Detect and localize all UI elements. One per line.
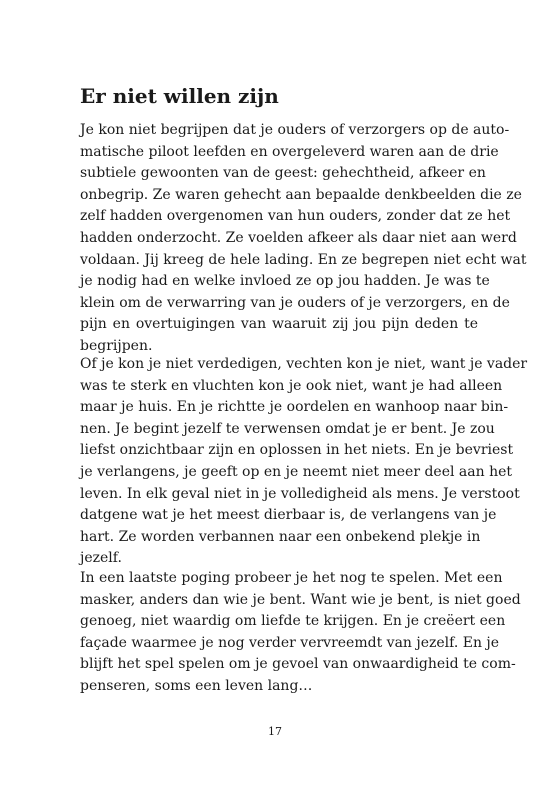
text-line: maar je huis. En je richtte je oordelen en wanhoop naar bin- [80, 399, 509, 416]
text-line: je nodig had en welke invloed ze op jou hadden. Je was te [80, 273, 490, 290]
text-line: genoeg, niet waardig om liefde te krijgen. En je creëert een [80, 613, 506, 630]
text-line: hart. Ze worden verbannen naar een onbekend plekje in [80, 528, 481, 545]
text-line: begrijpen. [80, 337, 153, 354]
paragraph-3 [80, 568, 521, 698]
text-line: liefst onzichtbaar zijn en oplossen in het niets. En je bevriest [80, 442, 514, 459]
text-line: was te sterk en vluchten kon je ook niet, want je had alleen [80, 377, 503, 394]
text-line: datgene wat je het meest dierbaar is, de verlangens van je [80, 507, 497, 524]
text-line: matische piloot leefden en overgeleverd waren aan de drie [80, 143, 499, 160]
text-line: hadden onderzocht. Ze voelden afkeer als daar niet aan werd [80, 229, 517, 246]
text-line: klein om de verwarring van je ouders of je verzorgers, en de [80, 294, 510, 311]
paragraph-2 [80, 354, 528, 570]
text-line: leven. In elk geval niet in je volledigheid als mens. Je verstoot [80, 485, 520, 502]
text-line: masker, anders dan wie je bent. Want wie je bent, is niet goed [80, 591, 521, 608]
text-line: blijft het spel spelen om je gevoel van onwaardigheid te com- [80, 656, 516, 673]
chapter-heading: Er niet willen zijn [80, 84, 279, 108]
text-line: In een laatste poging probeer je het nog te spelen. Met een [80, 570, 503, 586]
text-line: voldaan. Jij kreeg de hele lading. En ze begrepen niet echt wat [80, 251, 527, 268]
text-line: penseren, soms een leven lang… [80, 677, 313, 694]
text-line: pijn en overtuigingen van waaruit zij jou pijn deden te [80, 316, 478, 333]
text-line: je verlangens, je geeft op en je neemt niet meer deel aan het [80, 463, 513, 480]
text-line: onbegrip. Ze waren gehecht aan bepaalde denkbeelden die ze [80, 186, 522, 203]
paragraph-1 [80, 120, 527, 358]
text-line: zelf hadden overgenomen van hun ouders, zonder dat ze het [80, 208, 511, 225]
page-number: 17 [268, 725, 282, 738]
text-line: jezelf. [80, 550, 122, 567]
text-line: subtiele gewoonten van de geest: gehechtheid, afkeer en [80, 165, 486, 182]
text-line: Je kon niet begrijpen dat je ouders of verzorgers op de auto- [80, 122, 510, 138]
text-line: nen. Je begint jezelf te verwensen omdat je er bent. Je zou [80, 420, 495, 437]
text-line: façade waarmee je nog verder vervreemdt van jezelf. En je [80, 634, 500, 651]
text-line: Of je kon je niet verdedigen, vechten kon je niet, want je vader [80, 356, 528, 372]
